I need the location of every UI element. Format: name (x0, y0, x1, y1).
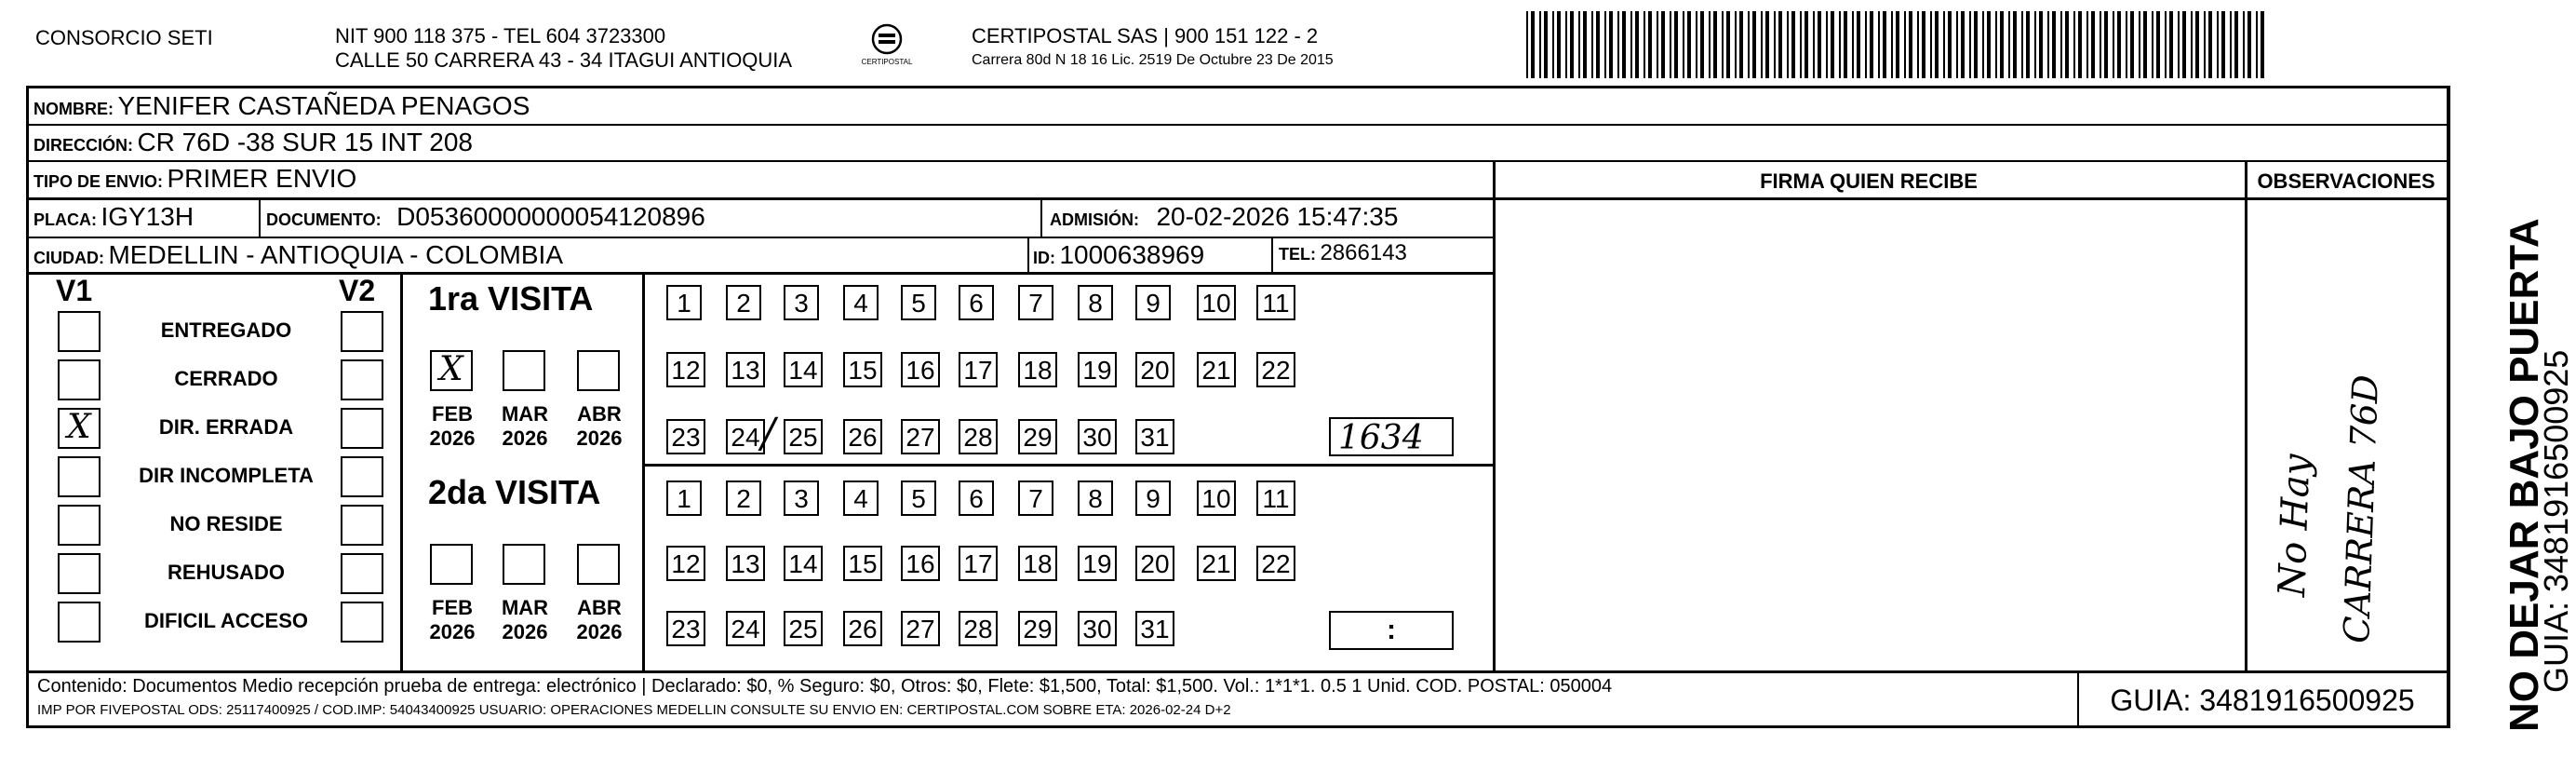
tel-value: 2866143 (1320, 240, 1407, 265)
visit2-day-box[interactable]: 27 (901, 611, 940, 646)
v2-checkbox-cerrado[interactable] (341, 359, 383, 400)
status-label-dir-incompleta: DIR INCOMPLETA (139, 464, 314, 487)
visit2-day-box[interactable]: 16 (901, 546, 940, 581)
type-row (34, 164, 356, 194)
visit2-month-label: ABR 2026 (576, 596, 623, 643)
visit2-day-box[interactable]: 21 (1197, 546, 1236, 581)
visit1-day-box[interactable]: 30 (1078, 419, 1117, 454)
address-label: DIRECCIÓN: (34, 136, 133, 155)
visit1-day-box[interactable]: 5 (901, 285, 936, 320)
visit2-day-box[interactable]: 6 (959, 481, 994, 516)
visit2-day-box[interactable]: 28 (959, 611, 998, 646)
visit2-day-box[interactable]: 14 (784, 546, 823, 581)
barcode (1526, 11, 2271, 78)
shipment-type: PRIMER ENVIO (167, 164, 357, 193)
visit1-time: 1634 (1338, 419, 1424, 457)
footer-guide: GUIA: 3481916500925 (2110, 684, 2415, 717)
visit1-day-box[interactable]: 8 (1078, 285, 1113, 320)
name-row (34, 91, 530, 121)
visit2-day-box[interactable]: 22 (1256, 546, 1295, 581)
visit1-month-abr[interactable] (577, 350, 620, 391)
document-label: DOCUMENTO: (266, 210, 382, 229)
v2-checkbox-rehusado[interactable] (341, 553, 383, 594)
visit2-day-box[interactable]: 2 (726, 481, 761, 516)
carrier-line: CERTIPOSTAL SAS | 900 151 122 - 2 (972, 24, 1319, 47)
plate-label: PLACA: (34, 210, 97, 229)
visit1-day-box[interactable]: 28 (959, 419, 998, 454)
visit1-day-box[interactable]: 14 (784, 352, 823, 387)
visit2-day-box[interactable]: 4 (843, 481, 879, 516)
v2-checkbox-dificil-acceso[interactable] (341, 602, 383, 643)
tel-row (1279, 240, 1407, 266)
visit1-month-mar[interactable] (503, 350, 545, 391)
visit1-day-box[interactable]: 6 (959, 285, 994, 320)
observations-header: OBSERVACIONES (2257, 169, 2435, 193)
document-value: D05360000000054120896 (396, 202, 705, 231)
visit2-month-feb[interactable] (430, 544, 473, 585)
id-row (1033, 240, 1204, 270)
visit1-day-box[interactable]: 21 (1197, 352, 1236, 387)
visit1-day-box[interactable]: 7 (1018, 285, 1053, 320)
visit1-day-box[interactable]: 22 (1256, 352, 1295, 387)
company-name: CONSORCIO SETI (35, 26, 213, 49)
logo-text: CERTIPOSTAL (861, 58, 913, 66)
v1-checkbox-dir-errada[interactable] (58, 408, 101, 449)
visit2-day-box[interactable]: 3 (784, 481, 819, 516)
visit2-day-box[interactable]: 26 (843, 611, 882, 646)
visit2-month-label: FEB 2026 (429, 596, 476, 643)
address-row (34, 128, 473, 157)
visit1-day-box[interactable]: 9 (1135, 285, 1171, 320)
v2-checkbox-no-reside[interactable] (341, 505, 383, 546)
v2-header: V2 (339, 274, 376, 307)
type-label: TIPO DE ENVIO: (34, 172, 164, 191)
v1-checkbox-no-reside[interactable] (58, 505, 101, 546)
visit2-day-box[interactable]: 10 (1197, 481, 1236, 516)
visit1-day-box[interactable]: 31 (1135, 419, 1174, 454)
visit2-day-box[interactable]: 23 (666, 611, 705, 646)
v1-checkbox-rehusado[interactable] (58, 553, 101, 594)
visit2-day-box[interactable]: 5 (901, 481, 936, 516)
visit1-month-label: ABR 2026 (576, 402, 623, 450)
visit2-day-box[interactable]: 11 (1256, 481, 1295, 516)
visit1-time-box[interactable] (1329, 417, 1454, 456)
status-label-no-reside: NO RESIDE (169, 512, 283, 535)
visit2-time: : (1387, 615, 1396, 645)
visit1-day-box[interactable]: 24 (726, 419, 765, 454)
visit2-day-box[interactable]: 29 (1018, 611, 1057, 646)
visit1-day-box[interactable]: 19 (1078, 352, 1117, 387)
visit2-day-box[interactable]: 9 (1135, 481, 1171, 516)
v1-checkbox-dir-incompleta[interactable] (58, 456, 101, 497)
v1-checkbox-entregado[interactable] (58, 311, 101, 352)
v1-header: V1 (56, 274, 93, 307)
visit2-month-label: MAR 2026 (501, 596, 549, 643)
status-label-entregado: ENTREGADO (160, 318, 292, 342)
visit1-day-box[interactable]: 1 (666, 285, 702, 320)
id-label: ID: (1033, 249, 1055, 267)
visit1-day-box[interactable]: 4 (843, 285, 879, 320)
certipostal-logo (854, 20, 919, 74)
visit1-day-box[interactable]: 18 (1018, 352, 1057, 387)
no-dejar-warning: NO DEJAR BAJO PUERTA (2502, 218, 2547, 732)
visit1-month-label: FEB 2026 (429, 402, 476, 450)
plate-value: IGY13H (101, 202, 195, 231)
visit2-day-box[interactable]: 31 (1135, 611, 1174, 646)
visit2-month-mar[interactable] (503, 544, 545, 585)
visit2-day-box[interactable]: 20 (1135, 546, 1174, 581)
visit1-month-feb[interactable] (430, 350, 473, 391)
v2-checkbox-entregado[interactable] (341, 311, 383, 352)
observation-line1: No Hay (2271, 453, 2319, 598)
id-value: 1000638969 (1059, 240, 1205, 269)
address-line: CALLE 50 CARRERA 43 - 34 ITAGUI ANTIOQUIA (335, 48, 793, 72)
v1-checkbox-cerrado[interactable] (58, 359, 101, 400)
visit2-day-box[interactable]: 24 (726, 611, 765, 646)
admission-label: ADMISIÓN: (1050, 210, 1139, 229)
visit1-day-box[interactable]: 27 (901, 419, 940, 454)
visit2-month-abr[interactable] (577, 544, 620, 585)
visit2-day-box[interactable]: 19 (1078, 546, 1117, 581)
side-guide: GUIA: 3481916500925 (2537, 349, 2575, 693)
visit2-day-box[interactable]: 18 (1018, 546, 1057, 581)
status-label-rehusado: REHUSADO (168, 561, 285, 584)
visit1-day-box[interactable]: 13 (726, 352, 765, 387)
visit1-day-mark: / (761, 410, 775, 457)
visit2-day-box[interactable]: 25 (784, 611, 823, 646)
visit1-day-box[interactable]: 23 (666, 419, 705, 454)
v1-mark: X (67, 408, 91, 446)
tel-label: TEL: (1279, 245, 1316, 264)
name-label: NOMBRE: (34, 100, 114, 118)
visit1-day-box[interactable]: 20 (1135, 352, 1174, 387)
visit1-day-box[interactable]: 11 (1256, 285, 1295, 320)
v2-checkbox-dir-errada[interactable] (341, 408, 383, 449)
status-label-dir-errada: DIR. ERRADA (158, 415, 294, 439)
status-label-cerrado: CERRADO (174, 367, 278, 390)
visit1-day-box[interactable]: 29 (1018, 419, 1057, 454)
nit-line: NIT 900 118 375 - TEL 604 3723300 (335, 24, 666, 47)
document-row (266, 202, 705, 232)
visit1-day-box[interactable]: 25 (784, 419, 823, 454)
observation-line2: CARRERA 76D (2336, 373, 2387, 644)
city-label: CIUDAD: (34, 249, 104, 267)
status-label-dificil-acceso: DIFICIL ACCESO (143, 609, 308, 632)
visit1-day-box[interactable]: 16 (901, 352, 940, 387)
v1-checkbox-dificil-acceso[interactable] (58, 602, 101, 643)
visit1-day-box[interactable]: 10 (1197, 285, 1236, 320)
visit2-day-box[interactable]: 13 (726, 546, 765, 581)
visit2-day-box[interactable]: 8 (1078, 481, 1113, 516)
visit2-day-box[interactable]: 7 (1018, 481, 1053, 516)
imp-line: IMP POR FIVEPOSTAL ODS: 25117400925 / COD.IMP: 54043400925 USUARIO: OPERACIONES MEDELLIN CONSULTE SU ENVIO EN: CERTIPOSTAL.COM SOBRE ETA: 2026-02-24 D+2 (37, 702, 1231, 718)
admission-row (1050, 202, 1398, 232)
license-line: Carrera 80d N 18 16 Lic. 2519 De Octubre 23 De 2015 (972, 52, 1334, 68)
visit1-day-box[interactable]: 15 (843, 352, 882, 387)
plate-row (34, 202, 194, 232)
visit2-day-box[interactable]: 17 (959, 546, 998, 581)
visit2-day-box[interactable]: 15 (843, 546, 882, 581)
visit2-time-box[interactable] (1329, 611, 1454, 650)
visit1-day-box[interactable]: 2 (726, 285, 761, 320)
visit1-month-label: MAR 2026 (501, 402, 549, 450)
visit2-day-box[interactable]: 1 (666, 481, 702, 516)
visit1-day-box[interactable]: 3 (784, 285, 819, 320)
content-line: Contenido: Documentos Medio recepción prueba de entrega: electrónico | Declarado: $0, % Seguro: $0, Otros: $0, Flete: $1,500, Total: $1,500. Vol.: 1*1*1. 0.5 1 Unid. COD. POSTAL: 050004 (37, 676, 1613, 697)
city-row (34, 240, 563, 270)
recipient-address: CR 76D -38 SUR 15 INT 208 (137, 128, 473, 156)
visit2-day-box[interactable]: 30 (1078, 611, 1117, 646)
visit2-day-box[interactable]: 12 (666, 546, 705, 581)
visit1-title: 1ra VISITA (428, 279, 594, 318)
visit2-title: 2da VISITA (428, 473, 601, 511)
city-value: MEDELLIN - ANTIOQUIA - COLOMBIA (108, 240, 563, 269)
admission-value: 20-02-2026 15:47:35 (1156, 202, 1399, 231)
recipient-name: YENIFER CASTAÑEDA PENAGOS (117, 91, 530, 120)
visit1-day-box[interactable]: 26 (843, 419, 882, 454)
visit1-day-box[interactable]: 12 (666, 352, 705, 387)
v2-checkbox-dir-incompleta[interactable] (341, 456, 383, 497)
visit1-day-box[interactable]: 17 (959, 352, 998, 387)
visit1-month-mark: X (439, 350, 463, 388)
signature-header: FIRMA QUIEN RECIBE (1760, 169, 1978, 193)
